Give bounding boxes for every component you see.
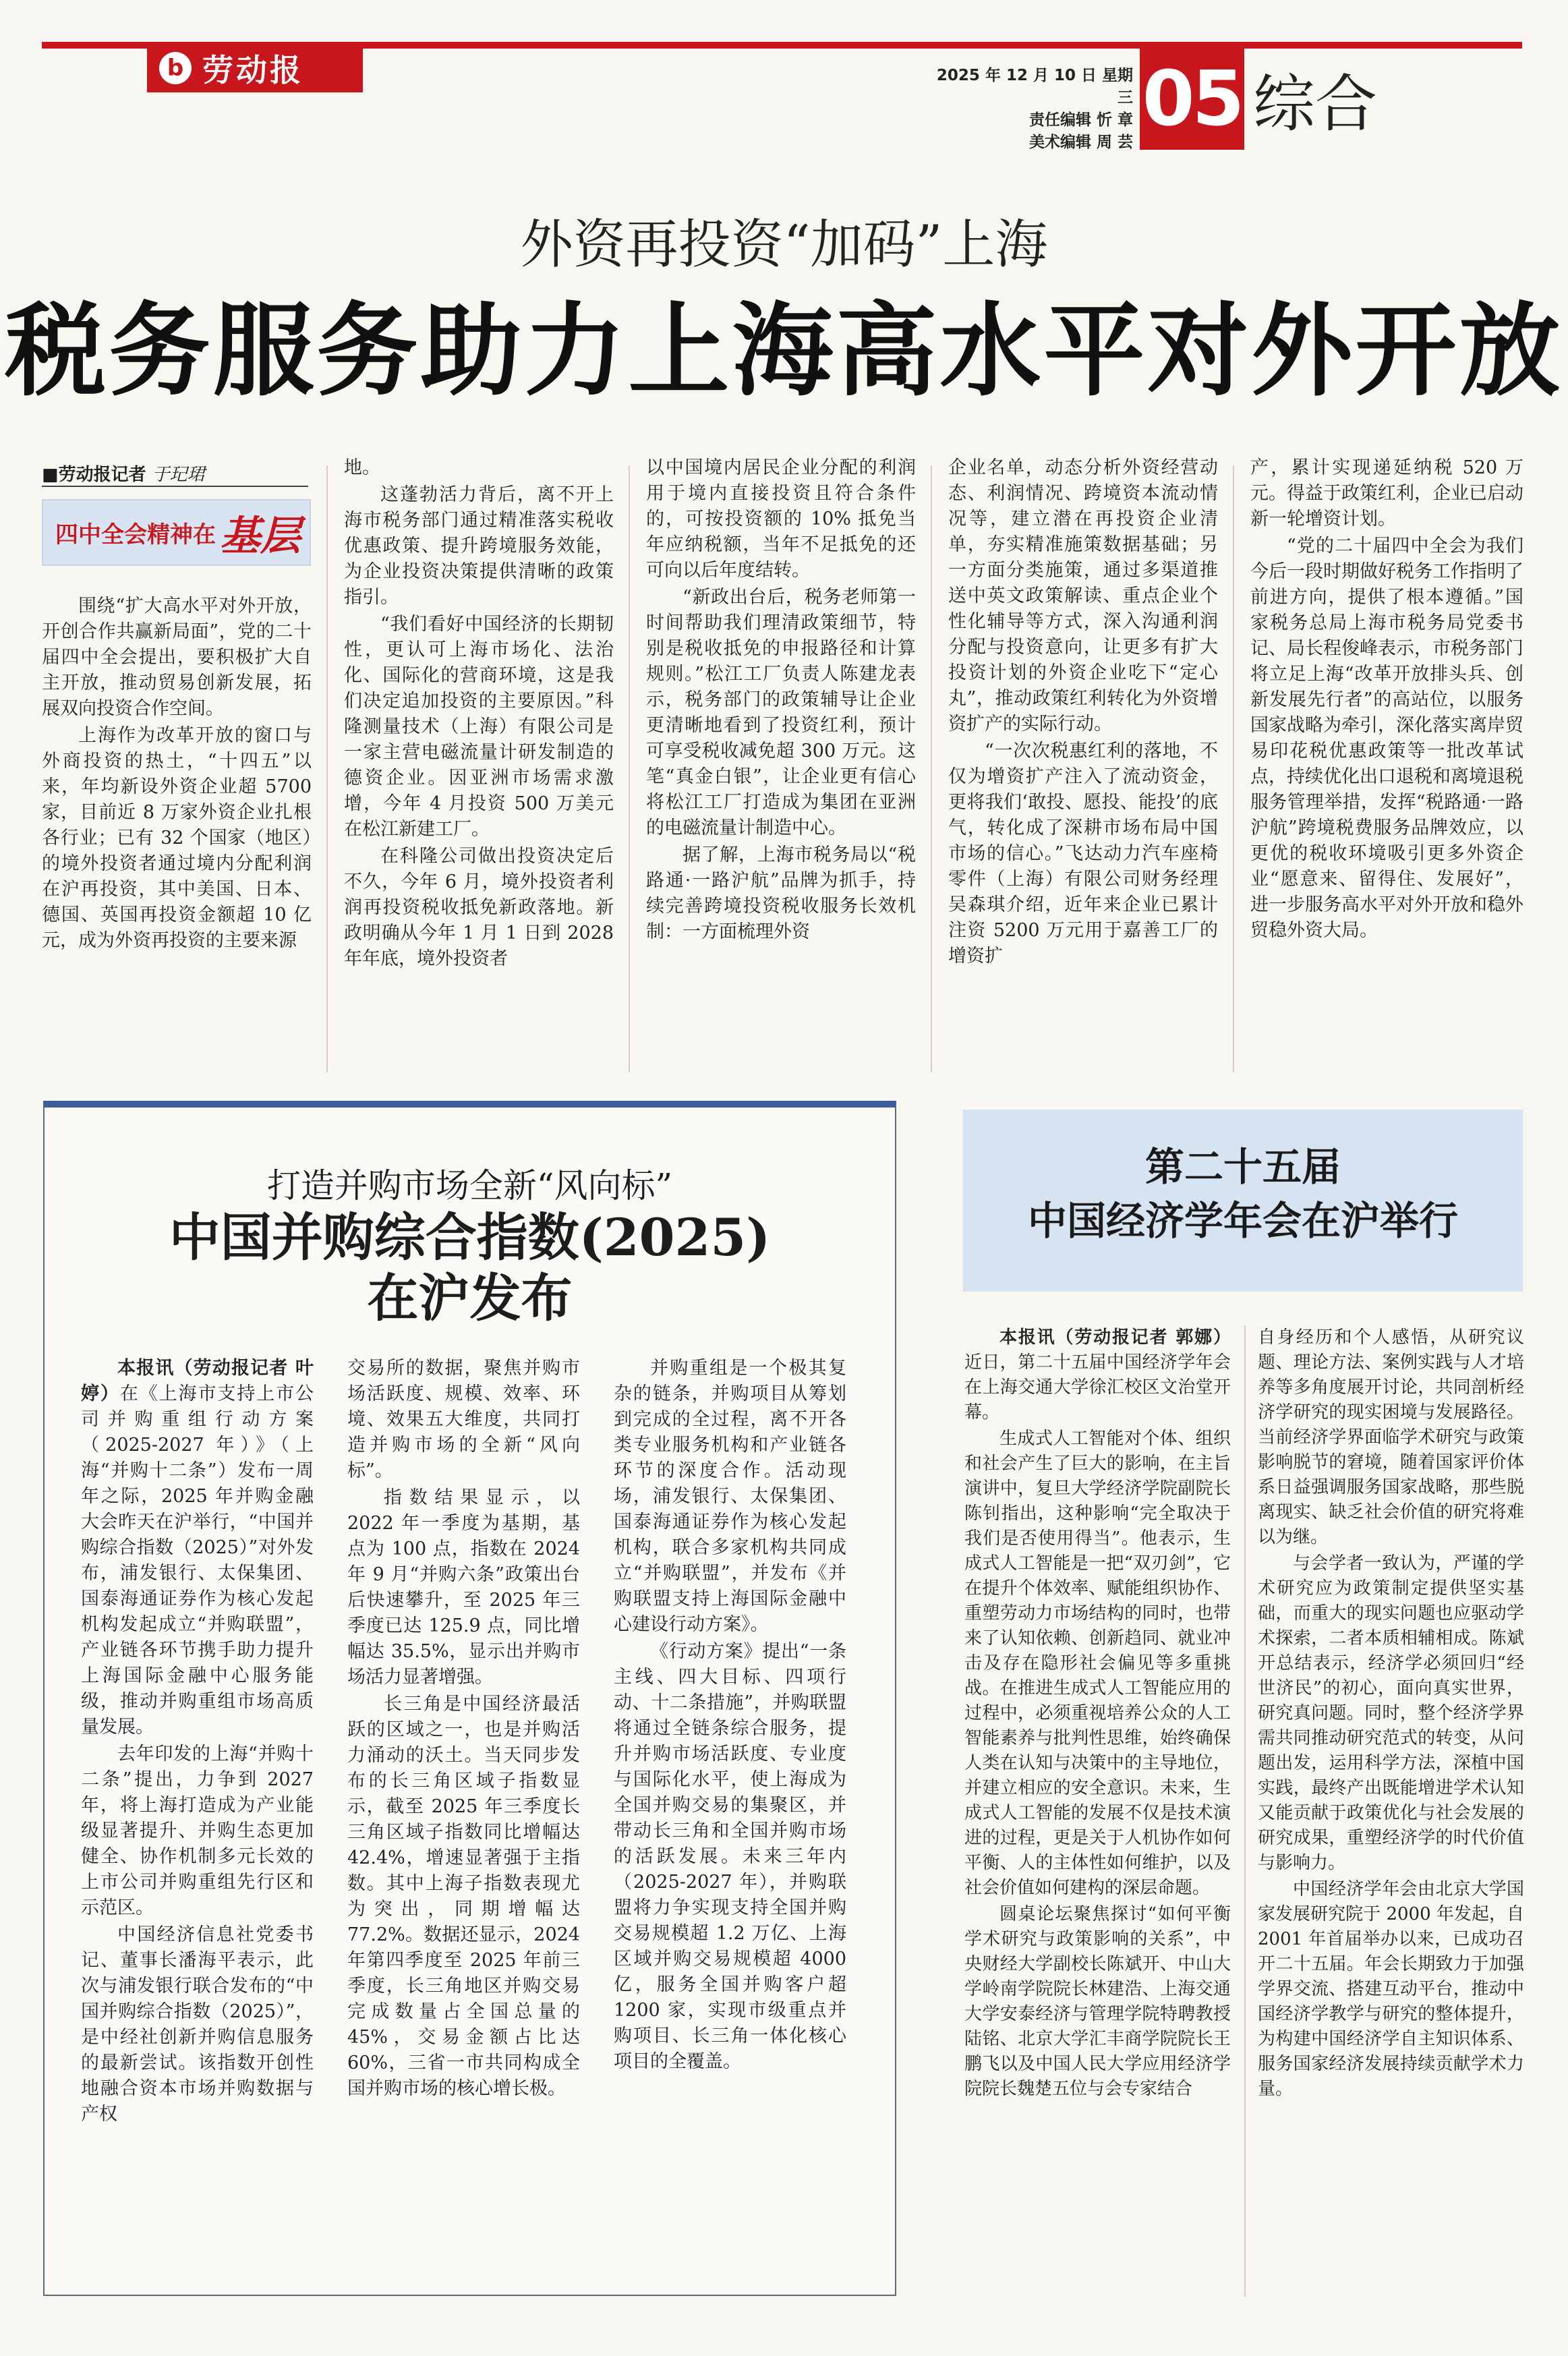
paragraph: 生成式人工智能对个体、组织和社会产生了巨大的影响，在主旨演讲中，复旦大学经济学院副院长陈钊指出，这种影响“完全取决于我们是否使用得当”。他表示，生成式人工智能是一把“双刃剑”，它在提升个体效率、赋能组织协作、重塑劳动力市场结构的同时，也带来了认知依赖、创新趋同、就业冲击及存在隐形社会偏见等多重挑战。在推进生成式人工智能应用的过程中，必须重视培养公众的人工智能素养与批判性思维，始终确保人类在认知与决策中的主导地位，并建立相应的安全意识。未来，生成式人工智能的发展不仅是技术演进的过程，更是关于人机协作如何平衡、人的主体性如何维护，以及社会价值如何建构的深层命题。 <box>964 1429 1231 1898</box>
paragraph: 以中国境内居民企业分配的利润用于境内直接投资且符合条件的，可按投资额的 10% 抵免当年应纳税额，当年不足抵免的还可向以后年度结转。 <box>646 457 916 581</box>
paragraph: 指数结果显示，以 2022 年一季度为基期，基点为 100 点，指数在 2024 年 9 月“并购六条”政策出台后快速攀升，至 2025 年三季度已达 125.9 点，同比增幅达 35.5%，显示出并购市场活力显著增强。 <box>347 1487 580 1688</box>
lead-kicker: 外资再投资“加码”上海 <box>520 214 1048 275</box>
column-divider <box>1233 465 1234 1072</box>
stamp-text: 四中全会精神在 <box>55 521 216 548</box>
lead-column-2 <box>344 455 614 973</box>
economics-title <box>963 1140 1523 1248</box>
issue-meta <box>931 65 1133 154</box>
paragraph: “我们看好中国经济的长期韧性，更认可上海市场化、法治化、国际化的营商环境，这是我们决定追加投资的主要原因。”科隆测量技术（上海）有限公司是一家主营电磁流量计研发制造的德资企业。因亚洲市场需求激增，今年 4 月投资 500 万美元在松江新建工厂。 <box>344 614 614 840</box>
merger-title <box>43 1207 896 1329</box>
paragraph: 并购重组是一个极其复杂的链条，并购项目从筹划到完成的全过程，离不开各类专业服务机构和产业链各环节的深度合作。活动现场，浦发银行、太保集团、国泰海通证券作为核心发起机构，联合多家机构共同成立“并购联盟”，并发布《并购联盟支持上海国际金融中心建设行动方案》。 <box>614 1358 846 1635</box>
merger-column-3 <box>614 1356 846 2076</box>
paragraph: 在科隆公司做出投资决定后不久，今年 6 月，境外投资者利润再投资税收抵免新政落地。新政明确从今年 1 月 1 日到 2028 年年底，境外投资者 <box>344 846 614 969</box>
paragraph: 与会学者一致认为，严谨的学术研究应为政策制定提供坚实基础，而重大的现实问题也应驱动学术探索，二者本质相辅相成。陈斌开总结表示，经济学必须回归“经世济民”的初心，面向真实世界，研究真问题。同时，整个经济学界需共同推动研究范式的转变，从问题出发，运用科学方法，深植中国实践，最终产出既能增进学术认知又能贡献于政策优化与社会发展的研究成果，重塑经济学的时代价值与影响力。 <box>1258 1553 1524 1873</box>
column-divider <box>326 465 328 1072</box>
logo-mark-icon: b <box>159 52 192 84</box>
column-divider <box>629 465 630 1072</box>
paragraph <box>964 1325 1231 1425</box>
paragraph: 长三角是中国经济最活跃的区域之一，也是并购活力涌动的沃土。当天同步发布的长三角区域子指数显示，截至 2025 年三季度长三角区域子指数同比增幅达 42.4%，增速显著强于主指数。其中上海子指数表现尤为突出，同期增幅达 77.2%。数据还显示，2024 年第四季度至 2025 年前三季度，长三角地区并购交易完成数量占全国总量的 45%，交易金额占比达 60%，三省一市共同构成全国并购市场的核心增长极。 <box>347 1694 580 2099</box>
lead-column-4 <box>948 455 1218 971</box>
column-divider <box>931 465 932 1072</box>
merger-byline: 本报讯（劳动报记者 叶婷） <box>81 1358 314 1404</box>
paragraph: 企业名单，动态分析外资经营动态、利润情况、跨境资本流动情况等，建立潜在再投资企业清单，夯实精准施策数据基础；另一方面分类施策，通过多渠道推送中英文政策解读、重点企业个性化辅导等方式，深入沟通利润分配与投资意向，让更多有扩大投资计划的外资企业吃下“定心丸”，推动政策红利转化为外资增资扩产的实际行动。 <box>948 457 1218 735</box>
paragraph: 中国经济学年会由北京大学国家发展研究院于 2000 年发起，自 2001 年首届举办以来，已成功召开二十五届。年会长期致力于加强学界交流、搭建互动平台，推动中国经济学教学与研究的整体提升，为构建中国经济学自主知识体系、服务国家经济发展持续贡献学术力量。 <box>1258 1879 1524 2099</box>
economics-column-2 <box>1258 1325 1524 2103</box>
paragraph: 交易所的数据，聚焦并购市场活跃度、规模、效率、环境、效果五大维度，共同打造并购市场的全新“风向标”。 <box>347 1358 580 1481</box>
byline-name: 于玘珺 <box>152 465 205 485</box>
lead-column-1 <box>42 594 312 955</box>
paragraph: 《行动方案》提出“一条主线、四大目标、四项行动、十二条措施”，并购联盟将通过全链条综合服务，提升并购市场活跃度、专业度与国际化水平，使上海成为全国并购交易的集聚区，并带动长三角和全国并购市场的活跃发展。未来三年内（2025-2027 年），并购联盟将力争实现支持全国并购交易规模超 1.2 万亿、上海区域并购交易规模超 4000 亿，服务全国并购客户超 1200 家，实现市级重点并购项目、长三角一体化核心项目的全覆盖。 <box>614 1641 846 2072</box>
lead-column-5 <box>1250 455 1523 945</box>
paragraph: 这蓬勃活力背后，离不开上海市税务部门通过精准落实税收优惠政策、提升跨境服务效能，为企业投资决策提供清晰的政策指引。 <box>344 484 614 608</box>
economics-title-line-2: 中国经济学年会在沪举行 <box>1027 1198 1458 1244</box>
byline-rule <box>42 486 308 487</box>
paragraph: 中国经济信息社党委书记、董事长潘海平表示，此次与浦发银行联合发布的“中国并购综合指数（2025）”，是中经社创新并购信息服务的最新尝试。该指数开创性地融合资本市场并购数据与产权 <box>81 1924 314 2125</box>
paragraph: 地。 <box>344 457 380 478</box>
paragraph-text: 近日，第二十五届中国经济学年会在上海交通大学徐汇校区文治堂开幕。 <box>964 1352 1231 1423</box>
paragraph <box>81 1356 314 1740</box>
newspaper-logo[interactable] <box>147 44 363 92</box>
stamp-suffix: 基层 <box>220 512 301 560</box>
art-editor: 美术编辑 周 芸 <box>1028 134 1133 151</box>
responsible-editor: 责任编辑 忻 章 <box>1028 111 1133 129</box>
economics-byline: 本报讯（劳动报记者 郭娜） <box>999 1327 1231 1348</box>
lead-byline <box>42 461 312 486</box>
paragraph: 产，累计实现递延纳税 520 万元。得益于政策红利，企业已启动新一轮增资计划。 <box>1250 457 1523 529</box>
paragraph: 上海作为改革开放的窗口与外商投资的热土，“十四五”以来，年均新设外资企业超 5700 家，目前近 8 万家外资企业扎根各行业；已有 32 个国家（地区）的境外投资者通过境内分配利润在沪再投资，其中美国、日本、德国、英国再投资金额超 10 亿元，成为外资再投资的主要来源 <box>42 725 312 951</box>
lead-headline: 税务服务助力上海高水平对外开放 <box>5 291 1563 410</box>
paragraph: 据了解，上海市税务局以“税路通·一路沪航”品牌为抓手，持续完善跨境投资税收服务长效机制：一方面梳理外资 <box>646 844 916 942</box>
paragraph: “党的二十届四中全会为我们今后一段时期做好税务工作指明了前进方向，提供了根本遵循。”国家税务总局上海市税务局党委书记、局长程俊峰表示，市税务部门将立足上海“改革开放排头兵、创新发展先行者”的高站位，以服务国家战略为牵引，深化落实离岸贸易印花税优惠政策等一批改革试点，持续优化出口退税和离境退税服务管理举措，发挥“税路通·一路沪航”跨境税费服务品牌效应，以更优的税收环境吸引更多外资企业“愿意来、留得住、发展好”，进一步服务高水平对外开放和稳外贸稳外资大局。 <box>1250 536 1523 941</box>
economics-column-1 <box>964 1325 1231 2103</box>
paragraph: 围绕“扩大高水平对外开放，开创合作共赢新局面”，党的二十届四中全会提出，要积极扩大自主开放，推动贸易创新发展，拓展双向投资合作空间。 <box>42 596 312 719</box>
merger-kicker: 打造并购市场全新“风向标” <box>266 1166 673 1205</box>
byline-label: ■劳动报记者 <box>42 465 146 485</box>
lead-column-3 <box>646 455 916 946</box>
economics-title-line-1: 第二十五届 <box>1144 1144 1341 1190</box>
paragraph: 圆桌论坛聚焦探讨“如何平衡学术研究与政策影响的关系”，中央财经大学副校长陈斌开、中山大学岭南学院院长林建浩、上海交通大学安泰经济与管理学院特聘教授陆铭、北京大学汇丰商学院院长王鹏飞以及中国人民大学应用经济学院院长魏楚五位与会专家结合 <box>964 1904 1231 2099</box>
paragraph: 去年印发的上海“并购十二条”提出，力争到 2027 年，将上海打造成为产业能级显著提升、并购生态更加健全、协作机制多元长效的上市公司并购重组先行区和示范区。 <box>81 1744 314 1918</box>
paragraph: “一次次税惠红利的落地，不仅为增资扩产注入了流动资金，更将我们‘敢投、愿投、能投’的底气，转化成了深耕市场布局中国市场的信心。”飞达动力汽车座椅零件（上海）有限公司财务经理吴森琪介绍，近年来企业已累计注资 5200 万元用于嘉善工厂的增资扩 <box>948 741 1218 967</box>
column-stamp <box>42 499 311 566</box>
page-number: 05 <box>1140 49 1244 150</box>
paragraph: “新政出台后，税务老师第一时间帮助我们理清政策细节，特别是税收抵免的申报路径和计算规则。”松江工厂负责人陈建龙表示，税务部门的政策辅导让企业更清晰地看到了投资红利，预计可享受税收减免超 300 万元。这笔“真金白银”，让企业更有信心将松江工厂打造成为集团在亚洲的电磁流量计制造中心。 <box>646 587 916 838</box>
merger-title-line-1: 中国并购综合指数(2025) <box>169 1207 771 1267</box>
merger-title-line-2: 在沪发布 <box>367 1268 573 1328</box>
paragraph-text: 在《上海市支持上市公司并购重组行动方案（2025-2027 年）》（上海“并购十二条”）发布一周年之际，2025 年并购金融大会昨天在沪举行，“中国并购综合指数（2025）”对外发布，浦发银行、太保集团、国泰海通证券作为核心发起机构发起成立“并购联盟”，产业链各环节携手助力提升上海国际金融中心服务能级，推动并购重组市场高质量发展。 <box>81 1383 314 1737</box>
column-divider <box>1244 1325 1246 2297</box>
logo-text: 劳动报 <box>202 52 303 88</box>
issue-date: 2025 年 12 月 10 日 星期三 <box>936 67 1133 107</box>
merger-column-2 <box>347 1356 580 2103</box>
section-name: 综合 <box>1252 68 1377 140</box>
paragraph: 自身经历和个人感悟，从研究议题、理论方法、案例实践与人才培养等多角度展开讨论，共同剖析经济学研究的现实困境与发展路径。当前经济学界面临学术研究与政策影响脱节的窘境，随着国家评价体系日益强调服务国家战略，那些脱离现实、缺乏社会价值的研究将难以为继。 <box>1258 1327 1524 1547</box>
merger-column-1 <box>81 1356 314 2129</box>
